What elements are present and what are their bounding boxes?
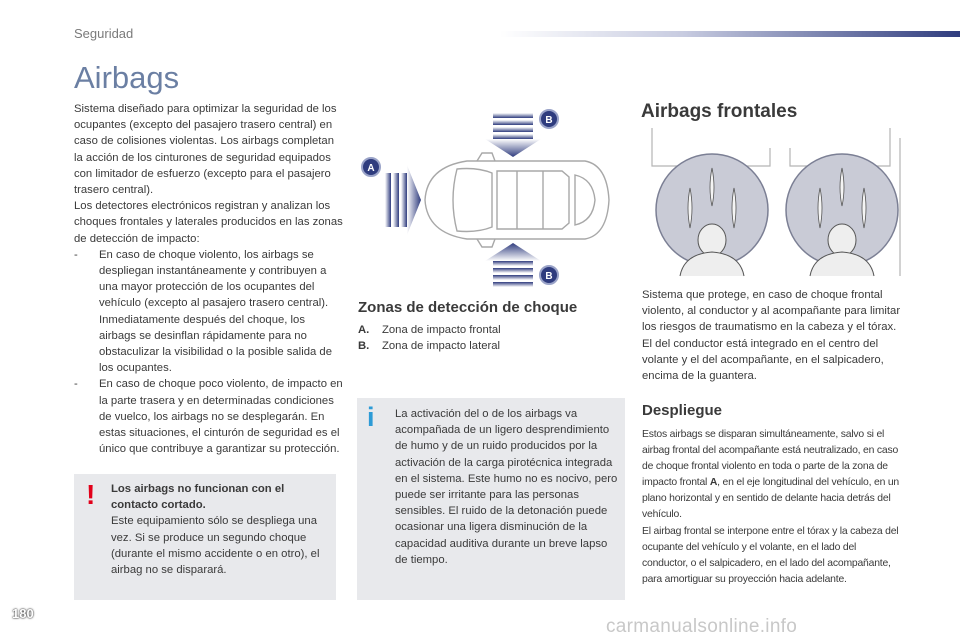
bullet-item [74,376,344,457]
warning-text [111,481,331,578]
deployment-text-a: Estos airbags se disparan simultáneamente, salvo si el airbag frontal del acompañante está neutralizado, en caso de choque frontal violento en toda o parte de la zona de impacto frontal [642,429,899,489]
intro-paragraph-1: Sistema diseñado para optimizar la seguridad de los ocupantes (excepto del pasajero trasero central) en caso de colisiones violentas. Los airbags completan la acción de los cinturones de seguridad equipados con limitador de esfuerzo (excepto para el pasajero trasero central). [74,103,337,197]
intro-text [74,101,344,457]
label-b-top: B [545,115,553,126]
zone-item [358,338,501,354]
bullet-text: En caso de choque violento, los airbags se despliegan instantáneamente y contribuyen a una mayor protección de los ocupantes del vehículo (excepto al pasajero trasero central). Inmediatamente después del choque, los airbags se desinflan rápidamente para no obstaculizar la visibilidad o la posible salida de los ocupantes. [99,248,332,375]
car-outline [425,153,609,247]
deployment-zone-letter: A [709,477,718,489]
zones-heading: Zonas de detección de choque [358,299,578,316]
frontal-airbags-illustration [650,128,910,278]
bullet-marker: - [74,248,78,261]
deployment-paragraph-2: El airbag frontal se interpone entre el tórax y la cabeza del ocupante del vehículo y el volante, en el lado del conductor, o el salpicadero, en el lado del acompañante, para amortiguar su proyección hacia adelante. [642,525,899,585]
info-icon: i [367,402,375,432]
zone-text: Zona de impacto frontal [382,324,501,336]
driver-airbag [656,154,768,276]
section-label: Seguridad [74,26,134,41]
label-b-top-badge [540,110,558,128]
deployment-text [642,427,904,588]
zones-list [358,322,501,354]
intro-paragraph-2: Los detectores electrónicos registran y analizan los choques frontales y laterales producidos en las zonas de detección de impacto: [74,200,343,245]
zone-letter: B. [358,340,370,353]
watermark: carmanualsonline.info [606,616,798,637]
label-a: A [367,163,375,174]
label-a-badge [362,158,380,176]
zone-text: Zona de impacto lateral [382,340,501,353]
car-detection-diagram [357,105,627,295]
bullet-marker: - [74,378,78,391]
deployment-paragraph-1 [642,427,904,524]
frontal-paragraph-1: Sistema que protege, en caso de choque frontal violento, al conductor y al acompañante para limitar los riesgos de traumatismo en la cabeza y el tórax. [642,289,901,334]
page-number: 180 [12,606,34,621]
deployment-text-b: , en el eje longitudinal del vehículo, en un plano horizontal y en sentido de delante hacia detrás del vehículo. [642,477,899,521]
page-title: Airbags [74,60,180,95]
zone-item [358,322,501,338]
passenger-airbag [786,154,898,276]
lateral-impact-arrow-bottom [485,243,541,287]
frontal-impact-arrow [385,165,421,235]
lateral-impact-arrow-top [485,113,541,157]
warning-bold: Los airbags no funcionan con el contacto cortado. [111,483,285,512]
frontal-airbags-heading: Airbags frontales [641,101,798,122]
warning-icon: ! [86,479,96,510]
label-b-bottom: B [545,271,553,282]
frontal-paragraph-2: El del conductor está integrado en el centro del volante y el del acompañante, en el salpicadero, encima de la guantera. [642,337,884,383]
deployment-heading: Despliegue [642,402,723,419]
label-b-bottom-badge [540,266,558,284]
warning-body: Este equipamiento sólo se despliega una vez. Si se produce un segundo choque (durante el mismo accidente o en otro), el airbag no se disparará. [111,515,320,577]
bullet-item [74,247,344,377]
zone-letter: A. [358,324,370,336]
frontal-airbags-text [642,287,902,384]
info-text: La activación del o de los airbags va acompañada de un ligero desprendimiento de humo y de un ruido producidos por la activación de la carga pirotécnica integrada en el sistema. Este humo no es nocivo, pero puede ser irritante para las personas sensibles. El ruido de la detonación puede ocasionar una ligera disminución de la capacidad auditiva durante un breve lapso de tiempo. [395,408,618,566]
header-bar [500,31,960,37]
bullet-text: En caso de choque poco violento, de impacto en la parte trasera y en determinadas condiciones de vuelco, los airbags no se desplegarán. En estas situaciones, el cinturón de seguridad es el único que contribuye a garantizar su protección. [99,378,343,456]
